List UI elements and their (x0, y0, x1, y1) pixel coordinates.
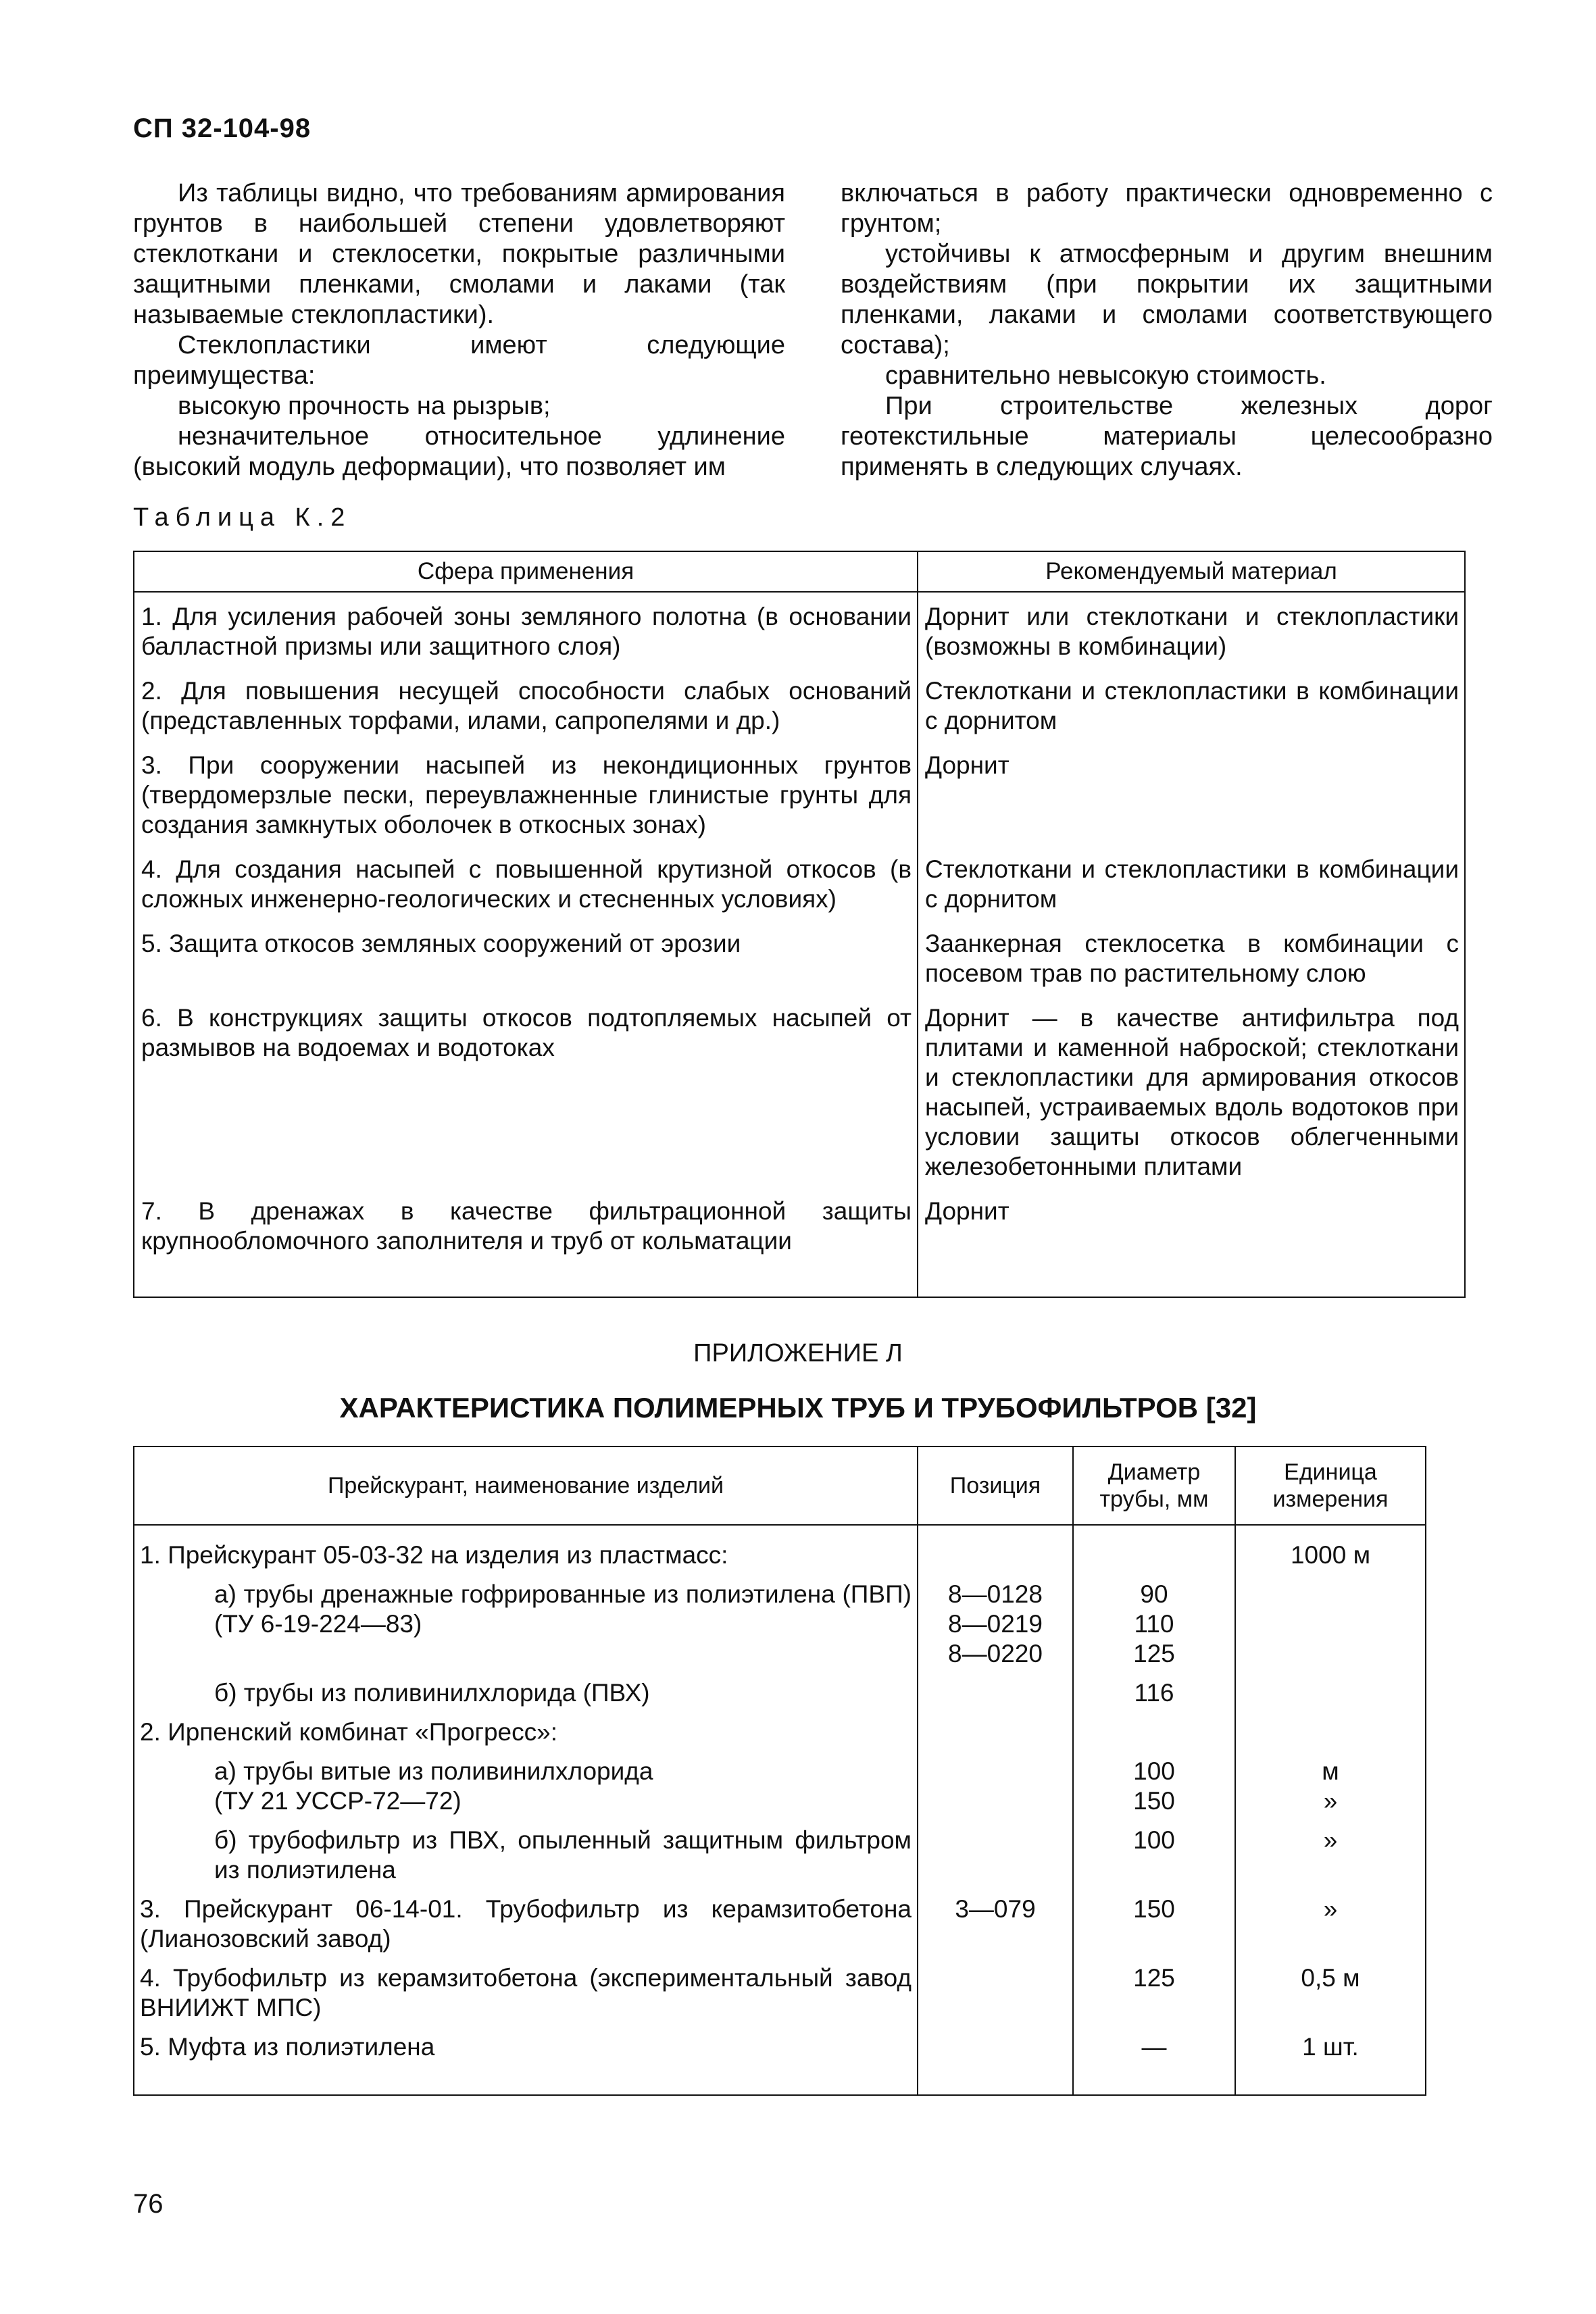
table-row (134, 926, 1465, 1001)
table-row (134, 1826, 1426, 1894)
material-cell: Дорнит (918, 1194, 1465, 1297)
diameter-cell: 100 150 (1073, 1757, 1235, 1826)
paragraph: незначительное относительное удлинение (высокий модуль деформации), что позволяет им (133, 422, 785, 481)
paragraph: включаться в работу практически одновременно с грунтом; (841, 179, 1493, 238)
item-name-cell: 3. Прейскурант 06-14-01. Трубофильтр из керамзитобетона (Лианозовский завод) (134, 1894, 918, 1963)
position-cell (918, 2032, 1073, 2095)
table-row (134, 1525, 1426, 1580)
table-header-row (134, 1447, 1426, 1525)
application-cell: 3. При сооружении насыпей из некондиционных грунтов (твердомерзлые пески, переувлажненные глинистые грунты для создания замкнутых оболочек в откосных зонах) (134, 748, 918, 852)
unit-cell (1235, 1580, 1426, 1678)
table-row (134, 592, 1465, 674)
column-header-position: Позиция (918, 1447, 1073, 1525)
diameter-cell: — (1073, 2032, 1235, 2095)
application-cell: 2. Для повышения несущей способности слабых оснований (представленных торфами, илами, сапропелями и др.) (134, 674, 918, 748)
diameter-cell (1073, 1717, 1235, 1757)
position-cell (918, 1678, 1073, 1717)
application-cell: 4. Для создания насыпей с повышенной крутизной откосов (в сложных инженерно-геологических и стесненных условиях) (134, 852, 918, 926)
document-code-header: СП 32-104-98 (133, 114, 311, 143)
position-cell: 3—079 (918, 1894, 1073, 1963)
table-row (134, 674, 1465, 748)
unit-cell: » (1235, 1894, 1426, 1963)
item-name-cell: 5. Муфта из полиэтилена (134, 2032, 918, 2095)
paragraph: высокую прочность на рызрыв; (178, 392, 551, 420)
table-row (134, 1717, 1426, 1757)
item-name-cell: а) трубы витые из поливинилхлорида (ТУ 21 УССР-72—72) (134, 1757, 918, 1826)
position-cell (918, 1757, 1073, 1826)
unit-cell: м » (1235, 1757, 1426, 1826)
page-number: 76 (133, 2189, 164, 2219)
appendix-label: ПРИЛОЖЕНИЕ Л (693, 1339, 903, 1367)
unit-cell: 0,5 м (1235, 1963, 1426, 2032)
item-name-cell: 2. Ирпенский комбинат «Прогресс»: (134, 1717, 918, 1757)
unit-cell: » (1235, 1826, 1426, 1894)
appendix-title: ХАРАКТЕРИСТИКА ПОЛИМЕРНЫХ ТРУБ И ТРУБОФИЛЬТРОВ [32] (339, 1392, 1257, 1424)
material-cell: Заанкерная стеклосетка в комбинации с посевом трав по растительному слою (918, 926, 1465, 1001)
material-cell: Стеклоткани и стеклопластики в комбинации с дорнитом (918, 852, 1465, 926)
item-name-cell: 1. Прейскурант 05-03-32 на изделия из пластмасс: (134, 1525, 918, 1580)
diameter-cell: 100 (1073, 1826, 1235, 1894)
unit-cell (1235, 1678, 1426, 1717)
intro-left-column (133, 178, 785, 482)
table-k2-caption: Таблица К.2 (133, 503, 352, 532)
item-name-cell: б) трубы из поливинилхлорида (ПВХ) (134, 1678, 918, 1717)
table-row (134, 1001, 1465, 1194)
position-cell (918, 1963, 1073, 2032)
paragraph: сравнительно невысокую стоимость. (885, 361, 1326, 390)
position-cell (918, 1717, 1073, 1757)
unit-cell: 1000 м (1235, 1525, 1426, 1580)
application-cell: 5. Защита откосов земляных сооружений от эрозии (134, 926, 918, 1001)
unit-cell: 1 шт. (1235, 2032, 1426, 2095)
table-row (134, 748, 1465, 852)
material-cell: Дорнит — в качестве антифильтра под плитами и каменной наброской; стеклоткани и стеклопластики для армирования откосов насыпей, устраиваемых вдоль водотоков при условии защиты откосов облегченными железобетонными плитами (918, 1001, 1465, 1194)
material-cell: Дорнит или стеклоткани и стеклопластики (возможны в комбинации) (918, 592, 1465, 674)
item-name-cell: 4. Трубофильтр из керамзитобетона (экспериментальный завод ВНИИЖТ МПС) (134, 1963, 918, 2032)
material-cell: Дорнит (918, 748, 1465, 852)
diameter-cell (1073, 1525, 1235, 1580)
column-header-diameter: Диаметр трубы, мм (1073, 1447, 1235, 1525)
position-cell (918, 1826, 1073, 1894)
application-cell: 7. В дренажах в качестве фильтрационной защиты крупнообломочного заполнителя и труб от кольматации (134, 1194, 918, 1297)
diameter-cell: 150 (1073, 1894, 1235, 1963)
position-cell: 8—0128 8—0219 8—0220 (918, 1580, 1073, 1678)
table-l (133, 1446, 1426, 2096)
application-cell: 6. В конструкциях защиты откосов подтопляемых насыпей от размывов на водоемах и водотоках (134, 1001, 918, 1194)
diameter-cell: 90 110 125 (1073, 1580, 1235, 1678)
diameter-cell: 116 (1073, 1678, 1235, 1717)
application-cell: 1. Для усиления рабочей зоны земляного полотна (в основании балластной призмы или защитного слоя) (134, 592, 918, 674)
paragraph: устойчивы к атмосферным и другим внешним воздействиям (при покрытии их защитными пленками, лаками и смолами соответствующего состава); (841, 240, 1493, 359)
position-cell (918, 1525, 1073, 1580)
paragraph: Из таблицы видно, что требованиям армирования грунтов в наибольшей степени удовлетворяют стеклоткани и стеклосетки, покрытые различными защитными пленками, смолами и лаками (так называемые стеклопластики). (133, 179, 785, 329)
diameter-cell: 125 (1073, 1963, 1235, 2032)
item-name-cell: а) трубы дренажные гофрированные из полиэтилена (ПВП) (ТУ 6-19-224—83) (134, 1580, 918, 1678)
table-row (134, 2032, 1426, 2095)
column-header-name: Прейскурант, наименование изделий (134, 1447, 918, 1525)
unit-cell (1235, 1717, 1426, 1757)
table-row (134, 1894, 1426, 1963)
table-row (134, 1963, 1426, 2032)
material-cell: Стеклоткани и стеклопластики в комбинации с дорнитом (918, 674, 1465, 748)
column-header-unit: Единица измерения (1235, 1447, 1426, 1525)
table-row (134, 1194, 1465, 1297)
table-row (134, 1678, 1426, 1717)
table-header-row (134, 551, 1465, 592)
column-header-application: Сфера применения (134, 551, 918, 592)
table-row (134, 1757, 1426, 1826)
paragraph: Стеклопластики имеют следующие преимущества: (133, 331, 785, 390)
table-row (134, 852, 1465, 926)
paragraph: При строительстве железных дорог геотекстильные материалы целесообразно применять в следующих случаях. (841, 392, 1493, 481)
intro-right-column (841, 178, 1493, 482)
table-row (134, 1580, 1426, 1678)
column-header-material: Рекомендуемый материал (918, 551, 1465, 592)
table-k2 (133, 551, 1466, 1298)
item-name-cell: б) трубофильтр из ПВХ, опыленный защитным фильтром из полиэтилена (134, 1826, 918, 1894)
